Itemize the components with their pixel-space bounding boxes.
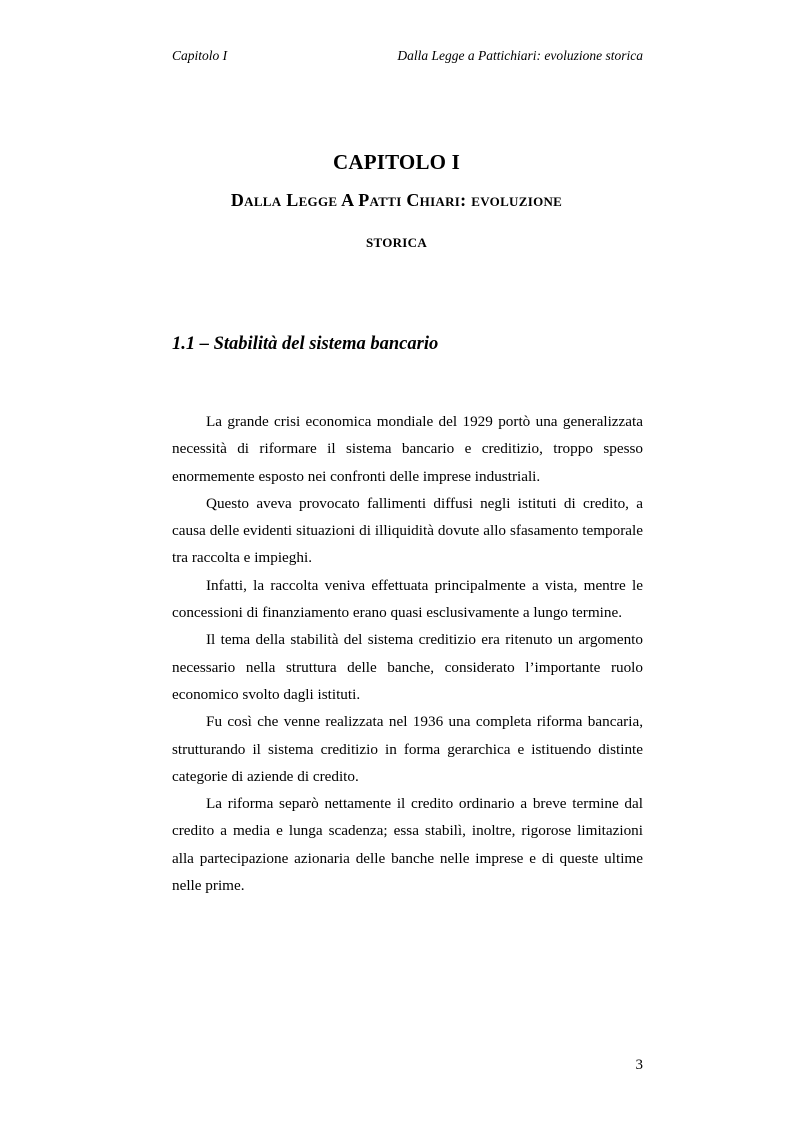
header-chapter-title: Dalla Legge a Pattichiari: evoluzione storica <box>397 48 643 63</box>
section-heading: 1.1 – Stabilità del sistema bancario <box>172 334 439 354</box>
chapter-title-continued: storica <box>365 231 428 251</box>
running-header <box>172 48 643 68</box>
chapter-title: Dalla Legge A Patti Chiari: evoluzione <box>230 190 563 210</box>
chapter-label: CAPITOLO I <box>332 150 461 174</box>
body-text <box>172 408 643 899</box>
paragraph: Fu così che venne realizzata nel 1936 una completa riforma bancaria, strutturando il sistema creditizio in forma gerarchica e istituendo distinte categorie di aziende di credito. <box>172 713 643 785</box>
page-number: 3 <box>635 1057 643 1073</box>
paragraph: La riforma separò nettamente il credito ordinario a breve termine dal credito a media e lunga scadenza; essa stabilì, inoltre, rigorose limitazioni alla partecipazione azionaria delle banche nelle imprese e di queste ultime nelle prime. <box>172 795 643 895</box>
paragraph: Il tema della stabilità del sistema creditizio era ritenuto un argomento necessario nella struttura delle banche, considerato l’importante ruolo economico svolto dagli istituti. <box>172 631 643 703</box>
header-chapter-label: Capitolo I <box>172 48 228 63</box>
paragraph: La grande crisi economica mondiale del 1929 portò una generalizzata necessità di riformare il sistema bancario e creditizio, troppo spesso enormemente esposto nei confronti delle imprese industriali. <box>172 413 643 485</box>
paragraph: Infatti, la raccolta veniva effettuata principalmente a vista, mentre le concessioni di finanziamento erano quasi esclusivamente a lungo termine. <box>172 576 643 622</box>
paragraph: Questo aveva provocato fallimenti diffusi negli istituti di credito, a causa delle evidenti situazioni di illiquidità dovute allo sfasamento temporale tra raccolta e impieghi. <box>172 494 643 567</box>
